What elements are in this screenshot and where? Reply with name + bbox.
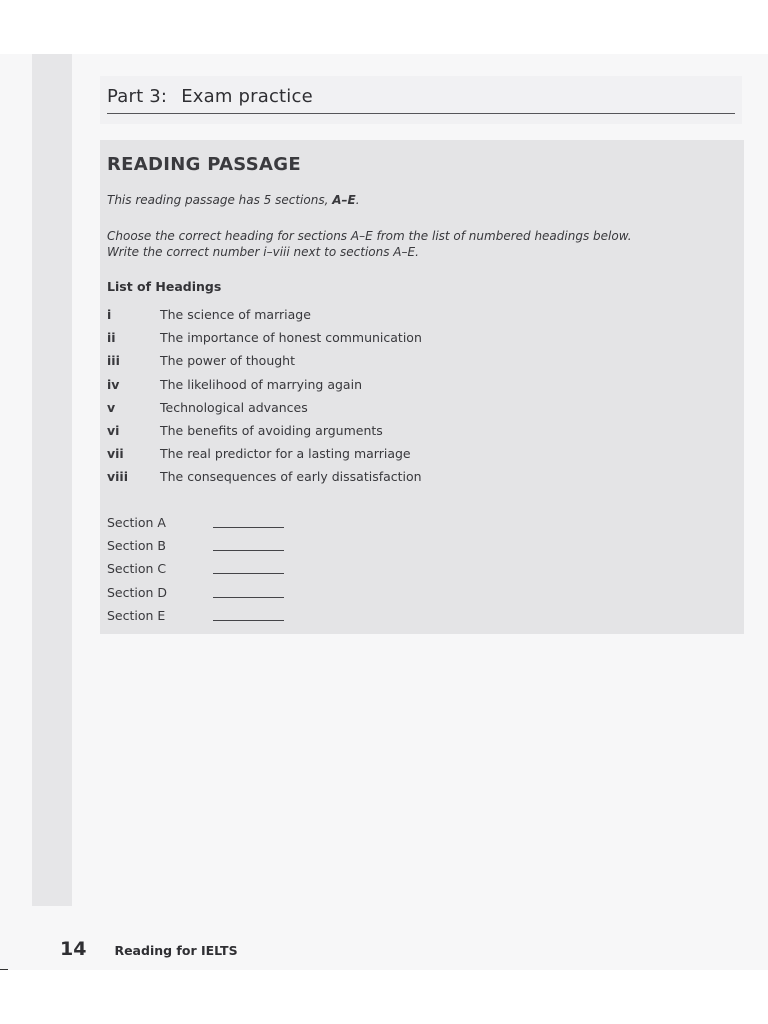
heading-item — [107, 303, 607, 326]
section-row — [107, 511, 284, 534]
passage-title: READING PASSAGE — [107, 154, 301, 175]
instruction-line-2: Write the correct number i–viii next to sections A–E. — [107, 245, 419, 259]
page-number: 14 — [60, 938, 87, 960]
instruction-line-1: Choose the correct heading for sections A–E from the list of numbered headings below. — [107, 229, 632, 243]
instructions — [107, 228, 632, 260]
heading-item — [107, 465, 607, 488]
section-row — [107, 581, 284, 604]
footer — [60, 938, 238, 960]
heading-number: vii — [107, 446, 124, 462]
section-label: Section A — [107, 515, 166, 531]
heading-text: The real predictor for a lasting marriage — [160, 446, 411, 462]
section-label: Section E — [107, 607, 166, 623]
answer-blank[interactable] — [213, 550, 284, 551]
list-of-headings-title: List of Headings — [107, 279, 222, 294]
sections-list — [107, 511, 284, 627]
part-name: Exam practice — [181, 86, 313, 107]
headings-list — [107, 303, 607, 489]
heading-number: vi — [107, 423, 120, 439]
answer-blank[interactable] — [213, 597, 284, 598]
section-row — [107, 534, 284, 557]
heading-text: The likelihood of marrying again — [160, 376, 362, 392]
section-label: Section B — [107, 538, 166, 554]
part-title — [107, 86, 313, 107]
edge-mark — [0, 969, 8, 970]
answer-blank[interactable] — [213, 620, 284, 621]
heading-number: ii — [107, 330, 116, 346]
section-row — [107, 604, 284, 627]
section-label: Section D — [107, 584, 168, 600]
answer-blank[interactable] — [213, 527, 284, 528]
section-row — [107, 557, 284, 580]
passage-intro — [107, 193, 360, 207]
heading-text: The importance of honest communication — [160, 330, 422, 346]
heading-number: i — [107, 307, 112, 323]
heading-text: The consequences of early dissatisfaction — [160, 469, 422, 485]
header-rule — [107, 113, 735, 114]
heading-number: iv — [107, 376, 120, 392]
section-label: Section C — [107, 561, 167, 577]
side-strip — [32, 54, 72, 906]
book-title: Reading for IELTS — [114, 943, 238, 958]
heading-text: The benefits of avoiding arguments — [160, 423, 383, 439]
answer-blank[interactable] — [213, 573, 284, 574]
heading-item — [107, 442, 607, 465]
heading-number: viii — [107, 469, 129, 485]
heading-text: Technological advances — [160, 399, 308, 415]
heading-item — [107, 326, 607, 349]
heading-item — [107, 396, 607, 419]
heading-text: The science of marriage — [160, 307, 311, 323]
intro-prefix: This reading passage has 5 sections, — [107, 193, 333, 207]
heading-text: The power of thought — [160, 353, 296, 369]
intro-bold: A–E — [332, 193, 356, 207]
heading-item — [107, 349, 607, 372]
heading-number: iii — [107, 353, 120, 369]
intro-suffix: . — [355, 193, 360, 207]
heading-number: v — [107, 399, 116, 415]
heading-item — [107, 419, 607, 442]
heading-item — [107, 373, 607, 396]
part-label: Part 3: — [107, 86, 168, 107]
